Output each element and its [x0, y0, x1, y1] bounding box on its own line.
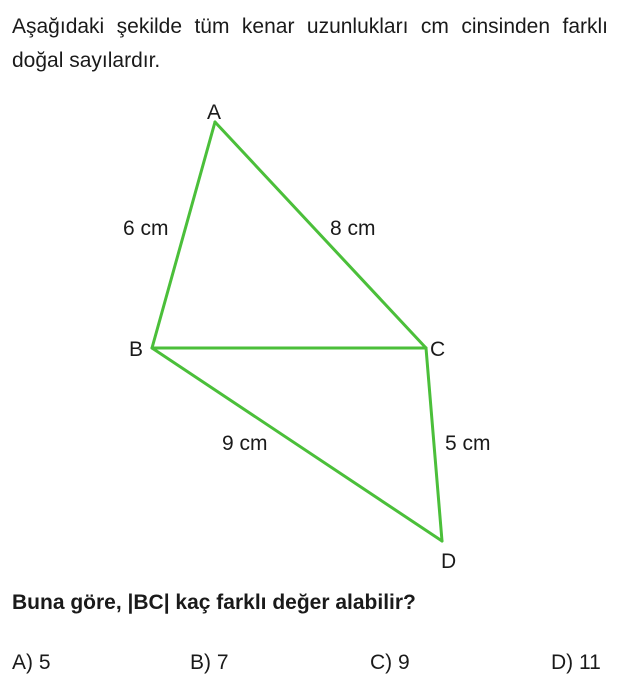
edge-label-ab: 6 cm — [123, 217, 169, 240]
edge-label-bd: 9 cm — [222, 432, 268, 455]
vertex-label-d: D — [441, 550, 457, 573]
option-a[interactable]: A) 5 — [12, 651, 51, 674]
question-text: Buna göre, |BC| kaç farklı değer alabilir? — [12, 591, 416, 614]
vertex-label-c: C — [430, 338, 446, 361]
segment-bd — [152, 348, 442, 541]
segment-ab — [152, 122, 215, 348]
option-b[interactable]: B) 7 — [190, 651, 229, 674]
edge-label-cd: 5 cm — [445, 432, 491, 455]
option-c[interactable]: C) 9 — [370, 651, 410, 674]
segment-ac — [215, 122, 426, 348]
vertex-label-a: A — [207, 101, 222, 124]
vertex-label-b: B — [129, 338, 144, 361]
segment-cd — [426, 348, 442, 541]
edge-label-ac: 8 cm — [330, 217, 376, 240]
problem-statement: Aşağıdaki şekilde tüm kenar uzunlukları cm cinsinden farklı doğal sayılardır. — [12, 15, 608, 72]
option-d[interactable]: D) 11 — [551, 651, 601, 674]
figure-lines — [152, 122, 442, 541]
